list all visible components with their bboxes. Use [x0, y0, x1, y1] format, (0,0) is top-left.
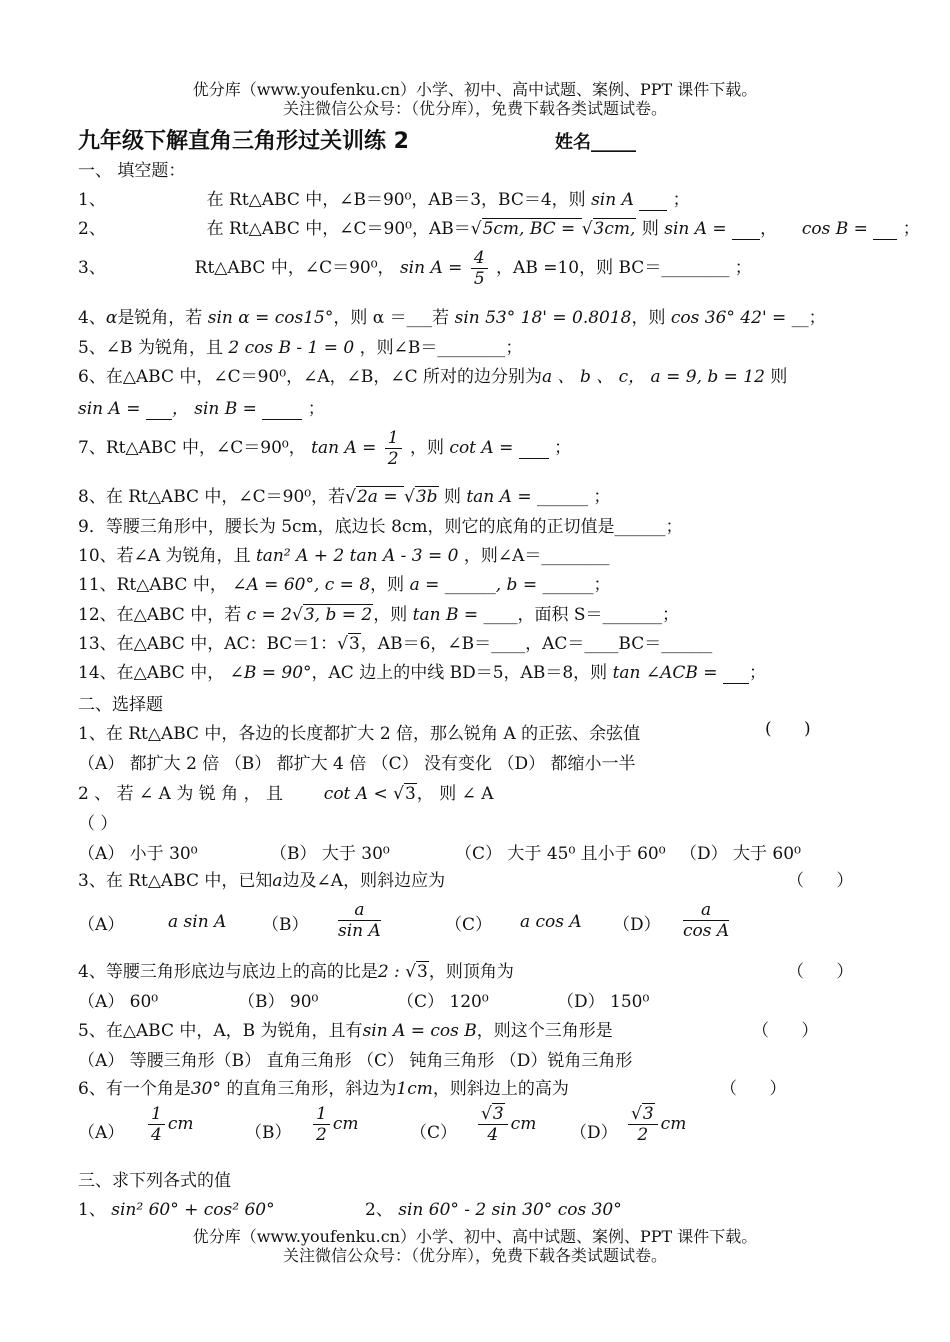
fill-q6: 6、在△ABC 中，∠C＝90⁰，∠A，∠B，∠C 所对的边分别为a 、 b 、 c， a = 9, b = 12 则 — [78, 367, 788, 387]
choice-q2-stem: 2 、 若 ∠ A 为 锐 角 ， 且 cot A < √3， 则 ∠ A — [78, 784, 494, 804]
choice-q3-option-d: $\frac{a}{\text{cos A}}$ — [683, 900, 730, 941]
choice-q2-option-d[interactable]: （D） 大于 60⁰ — [680, 844, 801, 864]
sqrt-icon: √ — [345, 487, 356, 507]
header-line-2: 关注微信公众号：（优分库），免费下载各类试题试卷。 — [282, 99, 667, 118]
answer-paren[interactable]: （ ） — [752, 1021, 819, 1041]
footer-line-2: 关注微信公众号：（优分库），免费下载各类试题试卷。 — [282, 1246, 667, 1265]
fraction: $\frac{4}{5}$ — [471, 248, 488, 289]
fill-q1: 1、 在 Rt△ABC 中，∠B＝90⁰，AB＝3，BC＝4，则 sin A ； — [78, 190, 690, 210]
choice-q4-option-c[interactable]: （C） 120⁰ — [397, 992, 489, 1012]
eval-q1: 1、 sin² 60° + cos² 60° — [78, 1200, 275, 1220]
choice-q3-option-b-label[interactable]: （B） — [262, 915, 309, 935]
choice-q3-option-d-label[interactable]: （D） — [613, 915, 661, 935]
answer-blank[interactable] — [873, 219, 897, 240]
answer-paren[interactable]: ( ) — [765, 719, 811, 739]
fraction: $\frac{1}{2}$ — [385, 428, 402, 469]
choice-q5-stem: 5、在△ABC 中，A，B 为锐角，且有sin A = cos B，则这个三角形是 — [78, 1021, 613, 1041]
sqrt-icon: √ — [393, 784, 404, 804]
sqrt-icon: √ — [405, 962, 417, 982]
fill-q10: 10、若∠A 为锐角，且 tan² A + 2 tan A - 3 = 0 ，则∠A＝________ — [78, 546, 610, 566]
name-field-label: 姓名_____ — [555, 132, 636, 153]
choice-q6-stem: 6、有一个角是30° 的直角三角形，斜边为1cm，则斜边上的高为 — [78, 1079, 569, 1099]
sqrt-icon: √ — [581, 219, 593, 239]
choice-q4-option-a[interactable]: （A） 60⁰ — [78, 992, 159, 1012]
choice-q4-stem: 4、等腰三角形底边与底边上的高的比是2 : √3，则顶角为 — [78, 962, 514, 982]
fill-q8: 8、在 Rt△ABC 中，∠C＝90⁰，若√2a = √3b 则 tan A = ______ ； — [78, 487, 611, 507]
choice-q3-option-a: a sin A — [168, 912, 227, 932]
answer-blank[interactable] — [262, 399, 302, 420]
answer-paren[interactable]: （ ） — [787, 871, 854, 891]
choice-q6-option-d: $\frac{√3}{2}$ cm — [625, 1104, 686, 1145]
fill-q4: 4、α是锐角，若 sin α = cos15°，则 α ＝___若 sin 53° 18' = 0.8018，则 cos 36° 42' = __； — [78, 308, 826, 328]
eval-q2: 2、 sin 60° - 2 sin 30° cos 30° — [365, 1200, 622, 1220]
choice-q6-option-a: $\frac{1}{4}$ cm — [145, 1104, 193, 1145]
answer-blank[interactable] — [146, 399, 172, 420]
fill-q13: 13、在△ABC 中，AC：BC＝1：√3，AB＝6，∠B＝____，AC＝____BC＝______ — [78, 634, 713, 654]
choice-q1-options: （A） 都扩大 2 倍 （B） 都扩大 4 倍 （C） 没有变化 （D） 都缩小一半 — [78, 754, 636, 774]
section3-heading: 三、求下列各式的值 — [78, 1171, 231, 1191]
sqrt-icon: √ — [292, 605, 303, 625]
section2-heading: 二、选择题 — [78, 695, 163, 715]
choice-q4-option-b[interactable]: （B） 90⁰ — [238, 992, 319, 1012]
header-line-1: 优分库（www.youfenku.cn）小学、初中、高中试题、案例、PPT 课件下载。 — [192, 80, 758, 99]
fill-q2: 2、 在 Rt△ABC 中，∠C＝90⁰，AB＝√5cm, BC = √3cm, 则 sin A = ， cos B = ； — [78, 219, 920, 239]
answer-paren[interactable]: （ ） — [720, 1079, 787, 1099]
choice-q6-option-d-label[interactable]: （D） — [570, 1123, 618, 1143]
choice-q2-option-b[interactable]: （B） 大于 30⁰ — [270, 844, 390, 864]
page-title: 九年级下解直角三角形过关训练 2 — [78, 129, 409, 154]
sqrt-icon: √ — [403, 487, 415, 507]
choice-q3-stem: 3、在 Rt△ABC 中，已知a边及∠A，则斜边应为 — [78, 871, 446, 891]
choice-q6-option-c: $\frac{√3}{4}$ cm — [475, 1104, 536, 1145]
answer-paren[interactable]: （ ） — [78, 814, 118, 834]
answer-blank[interactable] — [723, 663, 749, 684]
section1-heading: 一、 填空题： — [78, 161, 186, 181]
fill-q7: 7、Rt△ABC 中，∠C＝90⁰， tan A = $\frac{1}{2}$ ，则 cot A = ； — [78, 428, 572, 469]
fill-q5: 5、∠B 为锐角，且 2 cos B - 1 = 0 ，则∠B＝________； — [78, 338, 523, 358]
fill-q9: 9．等腰三角形中，腰长为 5cm，底边长 8cm，则它的底角的正切值是______； — [78, 517, 683, 537]
answer-blank[interactable] — [732, 219, 760, 240]
choice-q3-option-b: $\frac{a}{\text{sin A}}$ — [338, 900, 381, 941]
footer-line-1: 优分库（www.youfenku.cn）小学、初中、高中试题、案例、PPT 课件下载。 — [192, 1227, 758, 1246]
answer-blank[interactable] — [519, 438, 549, 459]
fill-q11: 11、Rt△ABC 中， ∠A = 60°, c = 8，则 a = ______, b = ______； — [78, 575, 611, 595]
fill-q3: 3、 Rt△ABC 中，∠C＝90⁰， sin A = $\frac{4}{5}$ ，AB =10，则 BC＝________ ； — [78, 248, 752, 289]
choice-q1-stem: 1、在 Rt△ABC 中，各边的长度都扩大 2 倍，那么锐角 A 的正弦、余弦值 — [78, 724, 641, 744]
answer-paren[interactable]: （ ） — [787, 962, 854, 982]
choice-q6-option-c-label[interactable]: （C） — [410, 1123, 458, 1143]
answer-blank[interactable] — [639, 190, 667, 211]
choice-q2-option-c[interactable]: （C） 大于 45⁰ 且小于 60⁰ — [455, 844, 666, 864]
q-expr: sin A — [591, 190, 634, 210]
q-text: 在 Rt△ABC 中，∠B＝90⁰，AB＝3，BC＝4，则 — [206, 190, 586, 210]
choice-q5-options: （A） 等腰三角形（B） 直角三角形 （C） 钝角三角形 （D）锐角三角形 — [78, 1051, 633, 1071]
sqrt-icon: √ — [470, 219, 482, 239]
choice-q3-option-c: a cos A — [520, 912, 582, 932]
choice-q4-option-d[interactable]: （D） 150⁰ — [557, 992, 650, 1012]
choice-q6-option-a-label[interactable]: （A） — [78, 1123, 125, 1143]
q-number: 1、 — [78, 190, 106, 210]
choice-q6-option-b-label[interactable]: （B） — [245, 1123, 292, 1143]
choice-q6-option-b: $\frac{1}{2}$ cm — [310, 1104, 358, 1145]
fill-q14: 14、在△ABC 中， ∠B = 90°，AC 边上的中线 BD＝5，AB＝8，则 tan ∠ACB = ； — [78, 663, 766, 683]
choice-q3-option-a-label[interactable]: （A） — [78, 915, 125, 935]
choice-q2-option-a[interactable]: （A） 小于 30⁰ — [78, 844, 198, 864]
fill-q6-line2: sin A = ， sin B = ； — [78, 399, 325, 419]
fill-q12: 12、在△ABC 中，若 c = 2√3, b = 2，则 tan B = ____，面积 S＝_______； — [78, 605, 680, 625]
choice-q3-option-c-label[interactable]: （C） — [445, 915, 493, 935]
sqrt-icon: √ — [337, 634, 348, 654]
